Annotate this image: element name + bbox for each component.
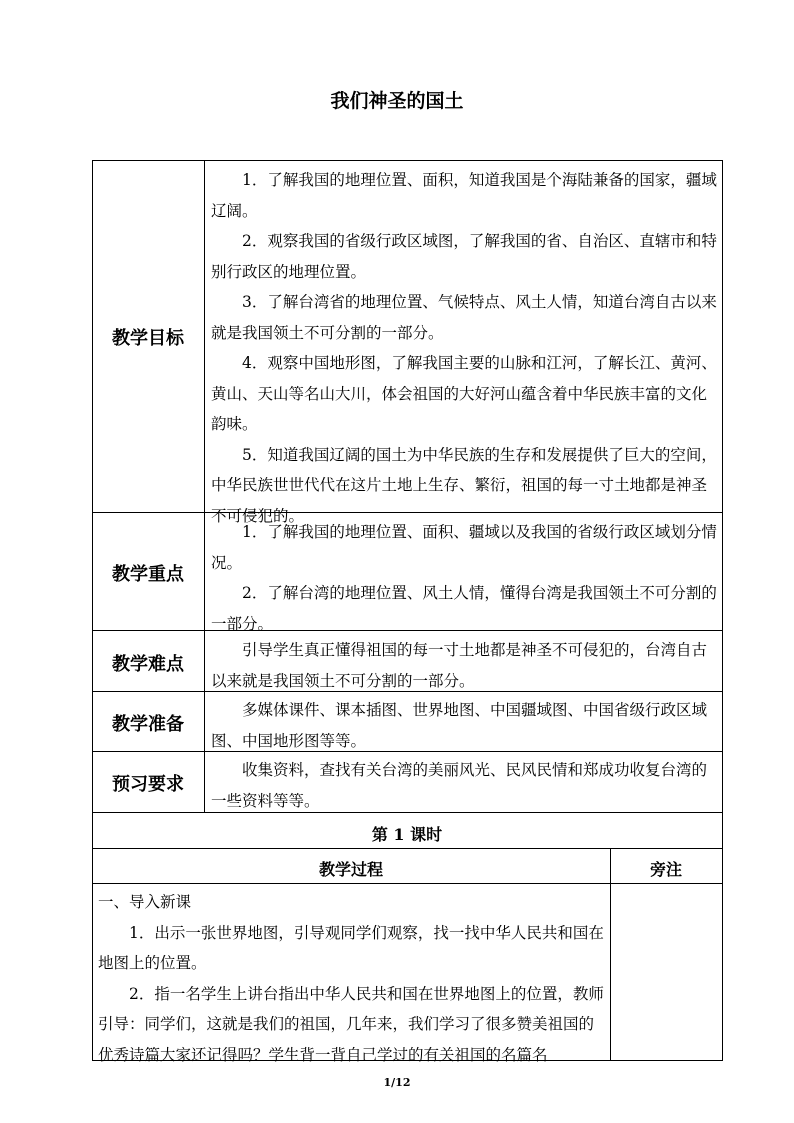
key-points-content [211, 517, 718, 639]
key-point-item: 1．了解我国的地理位置、面积、疆域以及我国的省级行政区域划分情况。 [211, 523, 717, 572]
notes-header: 旁注 [649, 860, 682, 879]
table-rule [722, 160, 723, 1061]
table-rule [92, 848, 723, 849]
lesson-title: 第 1 课时 [371, 825, 443, 844]
process-paragraph: 1．出示一张世界地图，引导观同学们观察，找一找中华人民共和国在地图上的位置。 [98, 923, 604, 972]
table-rule [92, 160, 723, 161]
objectives-content [211, 165, 718, 531]
preview-content [211, 755, 718, 816]
section-label-preparation: 教学准备 [112, 714, 184, 735]
process-heading: 一、导入新课 [98, 893, 192, 911]
process-content [98, 887, 604, 1070]
table-rule [92, 883, 723, 884]
section-label-key-points: 教学重点 [112, 564, 184, 585]
objective-item: 5．知道我国辽阔的国土为中华民族的生存和发展提供了巨大的空间，中华民族世世代代在这片土地上生存、繁衍，祖国的每一寸土地都是神圣不可侵犯的。 [211, 445, 717, 525]
lesson-plan-table [92, 160, 722, 1064]
preparation-content [211, 695, 718, 756]
table-rule [204, 160, 205, 812]
process-paragraph: 2．指一名学生上讲台指出中华人民共和国在世界地图上的位置，教师引导：同学们，这就是我们的祖国，几年来，我们学习了很多赞美祖国的优秀诗篇大家还记得吗？学生背一背自己学过的有关祖国的名篇名 [98, 984, 604, 1064]
document-title: 我们神圣的国土 [330, 90, 464, 112]
objective-item: 1．了解我国的地理位置、面积，知道我国是个海陆兼备的国家，疆域辽阔。 [211, 171, 717, 220]
objective-item: 2．观察我国的省级行政区域图，了解我国的省、自治区、直辖市和特别行政区的地理位置。 [211, 232, 717, 281]
section-label-difficulties: 教学难点 [112, 654, 184, 675]
difficulties-content [211, 635, 718, 696]
section-label-preview: 预习要求 [112, 774, 184, 795]
table-rule [92, 160, 93, 1061]
objective-item: 4．观察中国地形图，了解我国主要的山脉和江河，了解长江、黄河、黄山、天山等名山大川，体会祖国的大好河山蕴含着中华民族丰富的文化韵味。 [211, 354, 717, 433]
process-header: 教学过程 [318, 860, 383, 879]
page-number: 1/12 [383, 1076, 411, 1089]
difficulty-item: 引导学生真正懂得祖国的每一寸土地都是神圣不可侵犯的，台湾自古以来就是我国领土不可分割的一部分。 [211, 641, 708, 690]
key-point-item: 2．了解台湾的地理位置、风土人情，懂得台湾是我国领土不可分割的一部分。 [211, 584, 717, 633]
objective-item: 3．了解台湾省的地理位置、气候特点、风土人情，知道台湾自古以来就是我国领土不可分割的一部分。 [211, 293, 717, 342]
preparation-item: 多媒体课件、课本插图、世界地图、中国疆域图、中国省级行政区域图、中国地形图等等。 [211, 701, 708, 750]
preview-item: 收集资料，查找有关台湾的美丽风光、民风民情和郑成功收复台湾的一些资料等等。 [211, 761, 708, 810]
section-label-objectives: 教学目标 [112, 328, 184, 349]
